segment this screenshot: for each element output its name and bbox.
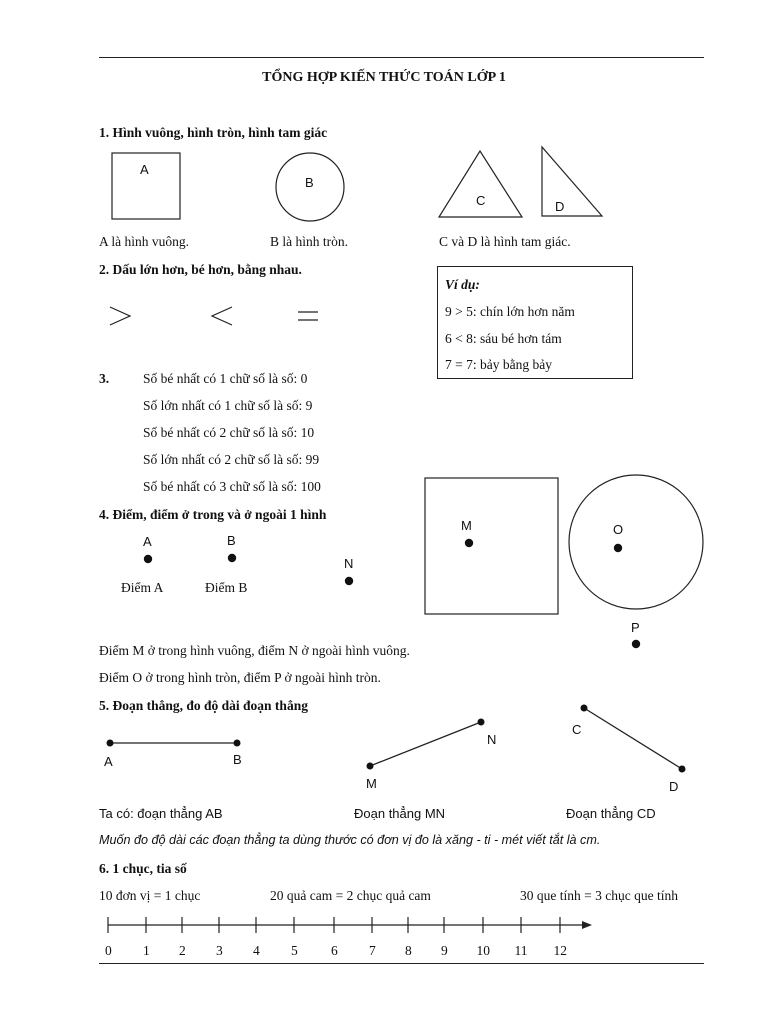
section-5-heading: 5. Đoạn thẳng, đo độ dài đoạn thẳng xyxy=(99,698,308,713)
segment-label-b: B xyxy=(233,752,242,767)
tick-label-7: 7 xyxy=(369,943,376,958)
point-a xyxy=(144,555,152,563)
section-2-heading: 2. Dấu lớn hơn, bé hơn, bằng nhau. xyxy=(99,262,302,277)
greater-than-sign xyxy=(110,307,130,325)
digit-fact-3: Số bé nhất có 2 chữ số là số: 10 xyxy=(143,425,315,440)
segment-mn xyxy=(370,722,481,766)
point-p xyxy=(632,640,640,648)
circle-containing-o xyxy=(569,475,703,609)
section-6-heading: 6. 1 chục, tia số xyxy=(99,861,187,876)
square-containing-m xyxy=(425,478,558,614)
less-than-sign xyxy=(212,307,232,325)
tick-label-8: 8 xyxy=(405,943,412,958)
tick-label-6: 6 xyxy=(331,943,338,958)
segment-label-n: N xyxy=(487,732,497,747)
example-line-3: 7 = 7: bảy bằng bảy xyxy=(445,357,552,372)
tick-label-5: 5 xyxy=(291,943,298,958)
label-shape-c: C xyxy=(476,193,486,208)
digit-fact-4: Số lớn nhất có 2 chữ số là số: 99 xyxy=(143,452,320,467)
bottom-rule xyxy=(99,963,704,964)
tick-label-2: 2 xyxy=(179,943,186,958)
endpoint-c xyxy=(581,705,588,712)
tens-fact-2: 20 quả cam = 2 chục quả cam xyxy=(270,888,431,903)
segment-label-d: D xyxy=(669,779,679,794)
caption-circle: B là hình tròn. xyxy=(270,234,348,249)
inside-outside-square: Điểm M ở trong hình vuông, điểm N ở ngoài hình vuông. xyxy=(99,643,410,658)
section-3-number: 3. xyxy=(99,371,110,386)
point-a-label: A xyxy=(143,534,152,549)
section-1-heading: 1. Hình vuông, hình tròn, hình tam giác xyxy=(99,125,328,140)
label-shape-a: A xyxy=(140,162,149,177)
number-ray-arrow xyxy=(582,921,592,929)
triangle-d xyxy=(542,147,602,216)
point-p-label: P xyxy=(631,620,640,635)
segment-cd xyxy=(584,708,682,769)
tick-label-3: 3 xyxy=(216,943,223,958)
point-b-label: B xyxy=(227,533,236,548)
tick-label-4: 4 xyxy=(253,943,260,958)
segment-label-c: C xyxy=(572,722,582,737)
endpoint-b xyxy=(234,740,241,747)
label-shape-d: D xyxy=(555,199,565,212)
tick-label-11: 11 xyxy=(514,943,528,958)
digit-fact-1: Số bé nhất có 1 chữ số là số: 0 xyxy=(143,371,308,386)
tick-label-0: 0 xyxy=(105,943,112,958)
section-4-heading: 4. Điểm, điểm ở trong và ở ngoài 1 hình xyxy=(99,507,327,522)
endpoint-n xyxy=(478,719,485,726)
point-m xyxy=(465,539,473,547)
tens-fact-1: 10 đơn vị = 1 chục xyxy=(99,888,201,903)
segment-label-m: M xyxy=(366,776,377,791)
tick-label-12: 12 xyxy=(553,943,567,958)
example-title: Ví dụ: xyxy=(445,277,480,292)
endpoint-d xyxy=(679,766,686,773)
label-shape-b: B xyxy=(305,175,314,190)
endpoint-m xyxy=(367,763,374,770)
tick-label-9: 9 xyxy=(441,943,448,958)
point-m-label: M xyxy=(461,518,472,533)
digit-fact-5: Số bé nhất có 3 chữ số là số: 100 xyxy=(143,479,321,494)
page-title: TỔNG HỢP KIẾN THỨC TOÁN LỚP 1 xyxy=(262,70,506,85)
tick-label-10: 10 xyxy=(476,943,490,958)
caption-square: A là hình vuông. xyxy=(99,234,189,249)
example-line-1: 9 > 5: chín lớn hơn năm xyxy=(445,304,575,319)
caption-point-b: Điểm B xyxy=(205,580,248,595)
segment-label-a: A xyxy=(104,754,113,769)
caption-segment-ab: Ta có: đoạn thẳng AB xyxy=(99,806,223,821)
point-n xyxy=(345,577,353,585)
caption-segment-cd: Đoạn thẳng CD xyxy=(566,806,656,821)
tick-label-1: 1 xyxy=(143,943,150,958)
caption-point-a: Điểm A xyxy=(121,580,164,595)
inside-outside-circle: Điểm O ở trong hình tròn, điểm P ở ngoài hình tròn. xyxy=(99,670,381,685)
example-line-2: 6 < 8: sáu bé hơn tám xyxy=(445,331,562,346)
caption-segment-mn: Đoạn thẳng MN xyxy=(354,806,446,821)
endpoint-a xyxy=(107,740,114,747)
point-b xyxy=(228,554,236,562)
digit-fact-2: Số lớn nhất có 1 chữ số là số: 9 xyxy=(143,398,313,413)
point-o-label: O xyxy=(613,522,624,537)
measurement-note: Muốn đo độ dài các đoạn thẳng ta dùng thước có đơn vị đo là xăng - ti - mét viết tắt là cm. xyxy=(99,833,601,847)
caption-triangles: C và D là hình tam giác. xyxy=(439,234,571,249)
point-n-label: N xyxy=(344,556,354,571)
tens-fact-3: 30 que tính = 3 chục que tính xyxy=(520,888,678,903)
point-o xyxy=(614,544,622,552)
